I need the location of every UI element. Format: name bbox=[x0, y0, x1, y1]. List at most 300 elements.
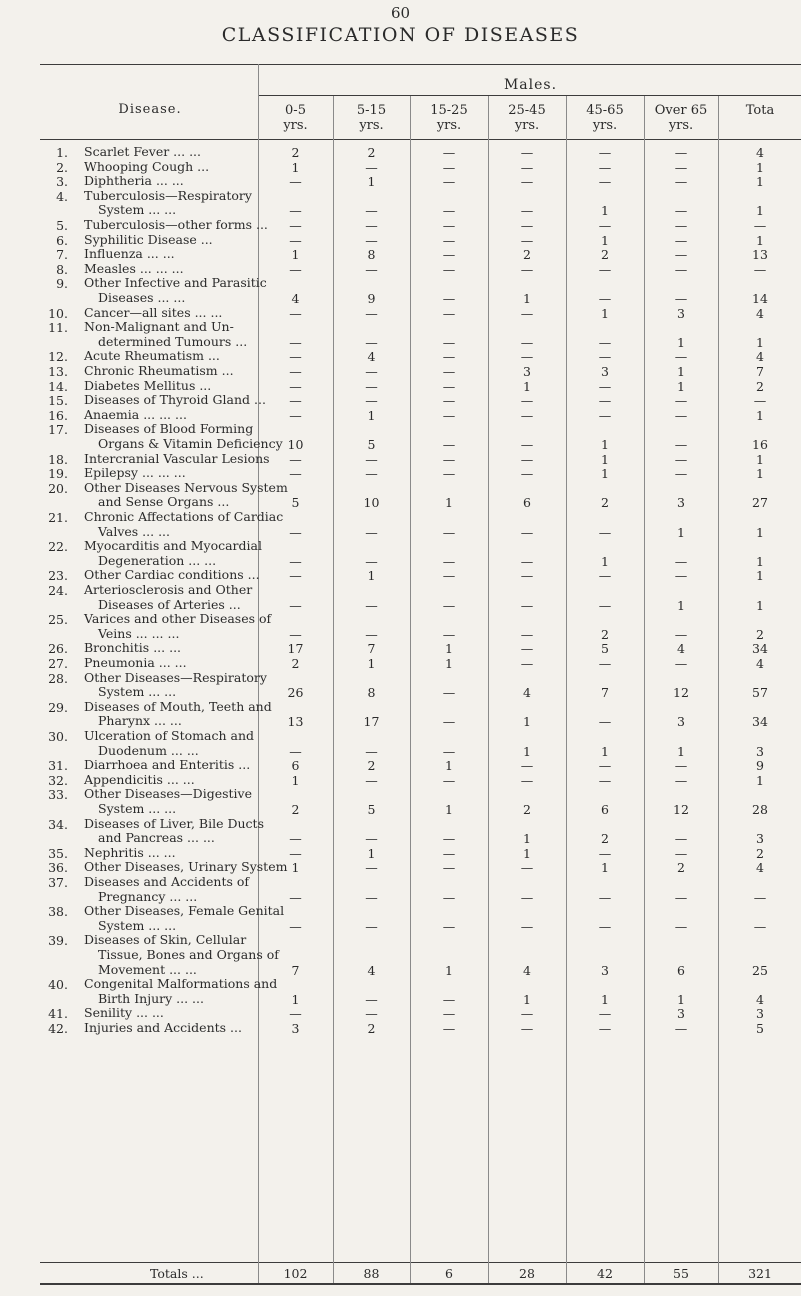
count-cell: 1 bbox=[445, 495, 453, 511]
count-cell: 1 bbox=[677, 597, 685, 613]
count-cell: — bbox=[598, 714, 612, 730]
count-cell: — bbox=[365, 218, 378, 233]
count-cell: — bbox=[289, 407, 302, 423]
count-cell: — bbox=[442, 349, 456, 365]
count-cell: — bbox=[365, 1006, 378, 1022]
count-cell: — bbox=[442, 743, 456, 759]
disease-name: Ulceration of Stomach and bbox=[84, 728, 255, 743]
count-cell: 2 bbox=[677, 860, 685, 876]
count-cell: — bbox=[598, 349, 612, 365]
count-cell: 2 bbox=[367, 1021, 376, 1036]
count-cell: — bbox=[442, 145, 456, 160]
total-cell: 3 bbox=[756, 743, 764, 759]
count-cell: — bbox=[289, 349, 302, 365]
total-cell: 4 bbox=[756, 145, 764, 160]
count-cell: — bbox=[598, 261, 612, 277]
count-cell: 3 bbox=[677, 305, 685, 321]
age-group-header bbox=[566, 103, 644, 133]
bottom-rule bbox=[40, 1283, 801, 1285]
row-number: 8. bbox=[56, 261, 68, 277]
count-cell: 2 bbox=[601, 831, 609, 847]
age-group-range: 25-45 bbox=[508, 103, 546, 118]
disease-name: Movement ... ... bbox=[98, 961, 197, 977]
count-cell: 2 bbox=[367, 758, 376, 774]
count-cell: 2 bbox=[291, 802, 300, 817]
count-cell: 3 bbox=[601, 364, 609, 379]
count-cell: — bbox=[365, 743, 378, 759]
count-cell: — bbox=[598, 407, 612, 423]
disease-name: Acute Rheumatism ... bbox=[84, 348, 220, 364]
disease-name: Influenza ... ... bbox=[84, 246, 175, 262]
disease-name: Chronic Affectations of Cardiac bbox=[84, 509, 284, 524]
row-number: 2. bbox=[56, 159, 68, 175]
total-cell: 1 bbox=[756, 597, 764, 613]
total-cell: — bbox=[753, 261, 767, 277]
age-group-header bbox=[644, 103, 718, 133]
count-cell: 5 bbox=[367, 802, 376, 817]
row-number: 42. bbox=[48, 1021, 68, 1036]
total-cell: — bbox=[753, 393, 767, 409]
count-cell: — bbox=[674, 349, 688, 365]
count-cell: — bbox=[365, 991, 378, 1007]
count-cell: — bbox=[598, 918, 612, 934]
total-cell: 57 bbox=[752, 685, 768, 701]
row-number: 4. bbox=[56, 188, 68, 204]
disease-name: Diarrhoea and Enteritis ... bbox=[84, 757, 251, 773]
page-title: CLASSIFICATION OF DISEASES bbox=[221, 24, 580, 46]
count-cell: — bbox=[442, 860, 456, 876]
count-cell: — bbox=[598, 378, 612, 394]
males-group-header: Males. bbox=[503, 77, 558, 93]
count-cell: — bbox=[674, 145, 688, 160]
count-cell: 1 bbox=[367, 845, 376, 861]
count-cell: — bbox=[674, 831, 688, 847]
total-cell: 14 bbox=[752, 291, 768, 306]
count-cell: — bbox=[674, 845, 688, 861]
count-cell: 5 bbox=[601, 641, 609, 657]
count-cell: 4 bbox=[367, 349, 376, 365]
count-cell: — bbox=[520, 889, 534, 905]
total-cell: — bbox=[753, 218, 767, 233]
count-cell: — bbox=[442, 626, 456, 642]
count-cell: — bbox=[674, 451, 688, 467]
totals-cell: 102 bbox=[283, 1266, 308, 1281]
count-cell: 1 bbox=[601, 553, 609, 569]
count-cell: — bbox=[598, 159, 612, 175]
disease-name: Diseases of Mouth, Teeth and bbox=[84, 698, 272, 714]
count-cell: 1 bbox=[601, 232, 609, 248]
row-number: 22. bbox=[48, 539, 68, 555]
count-cell: — bbox=[674, 553, 688, 569]
count-cell: 2 bbox=[367, 145, 376, 160]
count-cell: — bbox=[365, 451, 378, 467]
count-cell: — bbox=[289, 889, 302, 905]
count-cell: — bbox=[289, 364, 302, 379]
row-number: 19. bbox=[48, 466, 68, 482]
disease-name: Cancer—all sites ... ... bbox=[84, 304, 223, 320]
count-cell: — bbox=[674, 437, 688, 452]
total-cell: 5 bbox=[756, 1021, 764, 1036]
total-cell: 13 bbox=[752, 247, 768, 263]
count-cell: 1 bbox=[291, 159, 300, 175]
count-cell: — bbox=[520, 641, 534, 657]
disease-name: Diseases and Accidents of bbox=[84, 874, 250, 889]
count-cell: 7 bbox=[367, 641, 376, 657]
row-number: 34. bbox=[48, 816, 68, 832]
total-cell: — bbox=[753, 918, 767, 934]
count-cell: — bbox=[442, 685, 456, 701]
disease-name: System ... ... bbox=[98, 917, 177, 933]
row-number: 1. bbox=[56, 145, 68, 160]
total-cell: 1 bbox=[756, 334, 764, 350]
totals-cell: 28 bbox=[519, 1266, 535, 1281]
age-group-header bbox=[718, 103, 801, 118]
row-number: 12. bbox=[48, 349, 68, 365]
count-cell: — bbox=[289, 334, 302, 350]
count-cell: — bbox=[674, 407, 688, 423]
row-number: 27. bbox=[48, 656, 68, 671]
row-number: 6. bbox=[56, 232, 68, 248]
count-cell: — bbox=[674, 218, 688, 233]
count-cell: 3 bbox=[677, 1006, 685, 1022]
total-cell: 1 bbox=[756, 159, 764, 175]
count-cell: 7 bbox=[601, 685, 609, 701]
age-group-unit: yrs. bbox=[359, 118, 384, 133]
count-cell: 10 bbox=[363, 495, 380, 511]
count-cell: — bbox=[365, 889, 378, 905]
count-cell: — bbox=[442, 159, 456, 175]
row-number: 32. bbox=[48, 772, 68, 788]
count-cell: 1 bbox=[677, 743, 685, 759]
totals-cell: 42 bbox=[597, 1266, 613, 1281]
count-cell: — bbox=[520, 772, 534, 788]
age-group-range: 15-25 bbox=[430, 103, 468, 118]
count-cell: — bbox=[289, 743, 302, 759]
count-cell: — bbox=[520, 553, 534, 569]
count-cell: 17 bbox=[287, 641, 304, 657]
count-cell: 3 bbox=[523, 364, 531, 379]
count-cell: — bbox=[520, 261, 534, 277]
count-cell: — bbox=[442, 407, 456, 423]
disease-name: Veins ... ... ... bbox=[98, 625, 180, 641]
count-cell: — bbox=[289, 831, 302, 847]
count-cell: — bbox=[674, 772, 688, 788]
count-cell: — bbox=[674, 159, 688, 175]
count-cell: 1 bbox=[677, 991, 685, 1007]
count-cell: — bbox=[520, 218, 534, 233]
totals-rule-top bbox=[40, 1262, 801, 1263]
count-cell: — bbox=[520, 349, 534, 365]
count-cell: — bbox=[442, 305, 456, 321]
disease-name: Duodenum ... ... bbox=[98, 742, 199, 758]
disease-name: Anaemia ... ... ... bbox=[84, 406, 187, 422]
column-rule bbox=[566, 96, 567, 1283]
count-cell: — bbox=[442, 831, 456, 847]
row-number: 24. bbox=[48, 583, 68, 598]
total-cell: 4 bbox=[756, 349, 764, 365]
count-cell: — bbox=[520, 1021, 534, 1036]
count-cell: 1 bbox=[523, 845, 531, 861]
count-cell: 2 bbox=[601, 247, 609, 263]
count-cell: — bbox=[442, 991, 456, 1007]
total-cell: — bbox=[753, 889, 767, 905]
row-number: 17. bbox=[48, 422, 68, 438]
total-cell: 1 bbox=[756, 203, 764, 219]
count-cell: 4 bbox=[291, 291, 300, 306]
count-cell: — bbox=[520, 597, 534, 613]
row-number: 10. bbox=[48, 305, 68, 321]
disease-name: Congenital Malformations and bbox=[84, 976, 278, 992]
row-number: 37. bbox=[48, 875, 68, 890]
count-cell: — bbox=[442, 261, 456, 277]
count-cell: — bbox=[365, 626, 378, 642]
row-number: 30. bbox=[48, 729, 68, 744]
count-cell: — bbox=[442, 918, 456, 934]
disease-name: Diseases of Arteries ... bbox=[98, 596, 241, 612]
disease-name: Tuberculosis—Respiratory bbox=[84, 187, 252, 203]
count-cell: 6 bbox=[523, 495, 531, 511]
row-number: 23. bbox=[48, 568, 68, 584]
count-cell: 1 bbox=[677, 364, 685, 379]
count-cell: — bbox=[674, 758, 688, 774]
total-cell: 1 bbox=[756, 174, 764, 190]
count-cell: 17 bbox=[363, 714, 380, 730]
total-cell: 3 bbox=[756, 831, 764, 847]
count-cell: — bbox=[674, 1021, 688, 1036]
disease-name: Diabetes Mellitus ... bbox=[84, 377, 212, 393]
count-cell: 2 bbox=[523, 247, 531, 263]
count-cell: — bbox=[289, 466, 302, 482]
row-number: 35. bbox=[48, 845, 68, 861]
count-cell: — bbox=[598, 656, 612, 671]
age-group-range: 0-5 bbox=[285, 103, 306, 118]
count-cell: — bbox=[442, 568, 456, 584]
row-number: 9. bbox=[56, 276, 68, 292]
count-cell: — bbox=[289, 568, 302, 584]
disease-name: Measles ... ... ... bbox=[84, 260, 184, 276]
total-cell: 3 bbox=[756, 1006, 764, 1022]
count-cell: — bbox=[442, 451, 456, 467]
count-cell: — bbox=[442, 437, 456, 452]
count-cell: 1 bbox=[445, 641, 453, 657]
count-cell: — bbox=[674, 656, 688, 671]
count-cell: — bbox=[598, 845, 612, 861]
count-cell: — bbox=[289, 232, 302, 248]
count-cell: 4 bbox=[523, 685, 531, 701]
row-number: 25. bbox=[48, 612, 68, 628]
count-cell: 3 bbox=[677, 714, 685, 730]
count-cell: — bbox=[520, 466, 534, 482]
count-cell: — bbox=[674, 261, 688, 277]
disease-name: Diseases of Blood Forming bbox=[84, 421, 254, 437]
total-cell: 16 bbox=[752, 437, 768, 452]
count-cell: 1 bbox=[677, 334, 685, 350]
count-cell: 2 bbox=[523, 802, 531, 817]
count-cell: 1 bbox=[523, 378, 531, 394]
disease-name: Birth Injury ... ... bbox=[98, 990, 204, 1006]
count-cell: — bbox=[598, 758, 612, 774]
disease-name: Whooping Cough ... bbox=[84, 158, 210, 174]
row-number: 28. bbox=[48, 670, 68, 686]
disease-name: System ... ... bbox=[98, 202, 177, 218]
disease-name: Bronchitis ... ... bbox=[84, 640, 182, 656]
count-cell: 1 bbox=[291, 772, 300, 788]
count-cell: 5 bbox=[367, 437, 376, 452]
total-cell: 1 bbox=[756, 772, 764, 788]
count-cell: — bbox=[289, 203, 302, 219]
total-cell: 9 bbox=[756, 758, 764, 774]
count-cell: — bbox=[365, 305, 378, 321]
row-number: 39. bbox=[48, 933, 68, 949]
count-cell: 1 bbox=[601, 743, 609, 759]
disease-name: Appendicitis ... ... bbox=[84, 771, 195, 787]
disease-name: Nephritis ... ... bbox=[84, 844, 176, 860]
count-cell: — bbox=[365, 860, 378, 876]
count-cell: — bbox=[442, 174, 456, 190]
count-cell: — bbox=[442, 334, 456, 350]
count-cell: — bbox=[674, 203, 688, 219]
count-cell: 1 bbox=[367, 407, 376, 423]
count-cell: — bbox=[442, 553, 456, 569]
count-cell: — bbox=[598, 145, 612, 160]
count-cell: 3 bbox=[291, 1021, 300, 1036]
row-number: 20. bbox=[48, 480, 68, 496]
count-cell: — bbox=[365, 918, 378, 934]
total-cell: 4 bbox=[756, 656, 764, 671]
disease-column-header: Disease. bbox=[118, 102, 182, 117]
column-rule bbox=[410, 96, 411, 1283]
count-cell: — bbox=[674, 889, 688, 905]
count-cell: 1 bbox=[601, 860, 609, 876]
disease-name: Myocarditis and Myocardial bbox=[84, 538, 262, 554]
count-cell: 7 bbox=[291, 962, 300, 978]
count-cell: — bbox=[598, 889, 612, 905]
disease-name: Tissue, Bones and Organs of bbox=[98, 947, 279, 962]
disease-name: Tuberculosis—other forms ... bbox=[84, 217, 268, 232]
count-cell: 1 bbox=[601, 203, 609, 219]
disease-name: System ... ... bbox=[98, 801, 177, 816]
row-number: 40. bbox=[48, 977, 68, 993]
total-cell: 34 bbox=[752, 714, 768, 730]
count-cell: 1 bbox=[367, 174, 376, 190]
header-rule bbox=[40, 139, 801, 140]
count-cell: 4 bbox=[677, 641, 685, 657]
row-number: 3. bbox=[56, 174, 68, 190]
page-number: 60 bbox=[390, 4, 411, 22]
count-cell: — bbox=[598, 524, 612, 540]
row-number: 41. bbox=[48, 1006, 68, 1022]
males-rule bbox=[258, 95, 801, 96]
column-rule bbox=[718, 96, 719, 1283]
count-cell: — bbox=[674, 291, 688, 306]
count-cell: 1 bbox=[523, 743, 531, 759]
total-cell: 28 bbox=[752, 802, 768, 817]
disease-name: and Pancreas ... ... bbox=[98, 830, 215, 846]
count-cell: — bbox=[598, 1006, 612, 1022]
count-cell: — bbox=[598, 393, 612, 409]
disease-name: Degeneration ... ... bbox=[98, 552, 217, 568]
age-group-header bbox=[488, 103, 566, 133]
count-cell: — bbox=[674, 568, 688, 584]
count-cell: 1 bbox=[445, 802, 453, 817]
count-cell: — bbox=[365, 378, 378, 394]
count-cell: — bbox=[598, 597, 612, 613]
disease-name: Pregnancy ... ... bbox=[98, 888, 198, 904]
age-group-unit: yrs. bbox=[436, 118, 462, 133]
count-cell: 1 bbox=[677, 378, 685, 394]
count-cell: 1 bbox=[445, 758, 453, 774]
count-cell: 26 bbox=[287, 685, 304, 701]
count-cell: 12 bbox=[673, 685, 689, 701]
count-cell: — bbox=[520, 451, 534, 467]
row-number: 36. bbox=[48, 860, 68, 876]
row-number: 7. bbox=[56, 247, 68, 263]
count-cell: — bbox=[442, 232, 456, 248]
disease-name: Other Cardiac conditions ... bbox=[84, 567, 260, 583]
count-cell: 3 bbox=[601, 962, 609, 978]
count-cell: — bbox=[674, 232, 688, 248]
disease-name: Diphtheria ... ... bbox=[84, 173, 184, 189]
count-cell: — bbox=[598, 218, 612, 233]
disease-name: Pharynx ... ... bbox=[98, 713, 182, 729]
count-cell: 1 bbox=[523, 831, 531, 847]
count-cell: — bbox=[520, 407, 534, 423]
count-cell: — bbox=[598, 1021, 612, 1036]
count-cell: — bbox=[365, 553, 378, 569]
grand-total-cell: 321 bbox=[748, 1266, 772, 1281]
row-number: 29. bbox=[48, 699, 68, 715]
count-cell: — bbox=[520, 860, 534, 876]
count-cell: — bbox=[289, 845, 302, 861]
count-cell: — bbox=[365, 159, 378, 175]
count-cell: — bbox=[289, 451, 302, 467]
total-cell: 2 bbox=[756, 626, 764, 642]
count-cell: — bbox=[674, 466, 688, 482]
count-cell: 6 bbox=[291, 758, 300, 774]
count-cell: — bbox=[442, 218, 456, 233]
count-cell: 1 bbox=[601, 437, 609, 452]
count-cell: 1 bbox=[601, 466, 609, 482]
age-group-unit: yrs. bbox=[668, 118, 694, 133]
age-group-unit: yrs. bbox=[283, 118, 308, 133]
count-cell: — bbox=[442, 845, 456, 861]
age-group-header bbox=[333, 103, 410, 133]
count-cell: — bbox=[289, 393, 302, 409]
total-cell: 27 bbox=[752, 495, 768, 511]
row-number: 26. bbox=[48, 641, 68, 657]
count-cell: 1 bbox=[601, 991, 609, 1007]
age-group-header bbox=[258, 103, 333, 133]
count-cell: — bbox=[289, 378, 302, 394]
count-cell: 6 bbox=[677, 962, 685, 978]
count-cell: — bbox=[365, 261, 378, 277]
row-number: 18. bbox=[48, 451, 68, 467]
count-cell: 12 bbox=[673, 802, 689, 817]
count-cell: 1 bbox=[523, 291, 531, 306]
disease-name: Non-Malignant and Un- bbox=[84, 319, 234, 335]
count-cell: 1 bbox=[523, 991, 531, 1007]
totals-cell: 55 bbox=[673, 1266, 689, 1281]
count-cell: — bbox=[442, 772, 456, 788]
count-cell: 1 bbox=[445, 656, 453, 671]
count-cell: — bbox=[674, 918, 688, 934]
total-cell: 34 bbox=[752, 641, 768, 657]
total-cell: 25 bbox=[752, 962, 768, 978]
count-cell: — bbox=[598, 291, 612, 306]
count-cell: — bbox=[442, 378, 456, 394]
count-cell: — bbox=[520, 1006, 534, 1022]
count-cell: — bbox=[520, 305, 534, 321]
